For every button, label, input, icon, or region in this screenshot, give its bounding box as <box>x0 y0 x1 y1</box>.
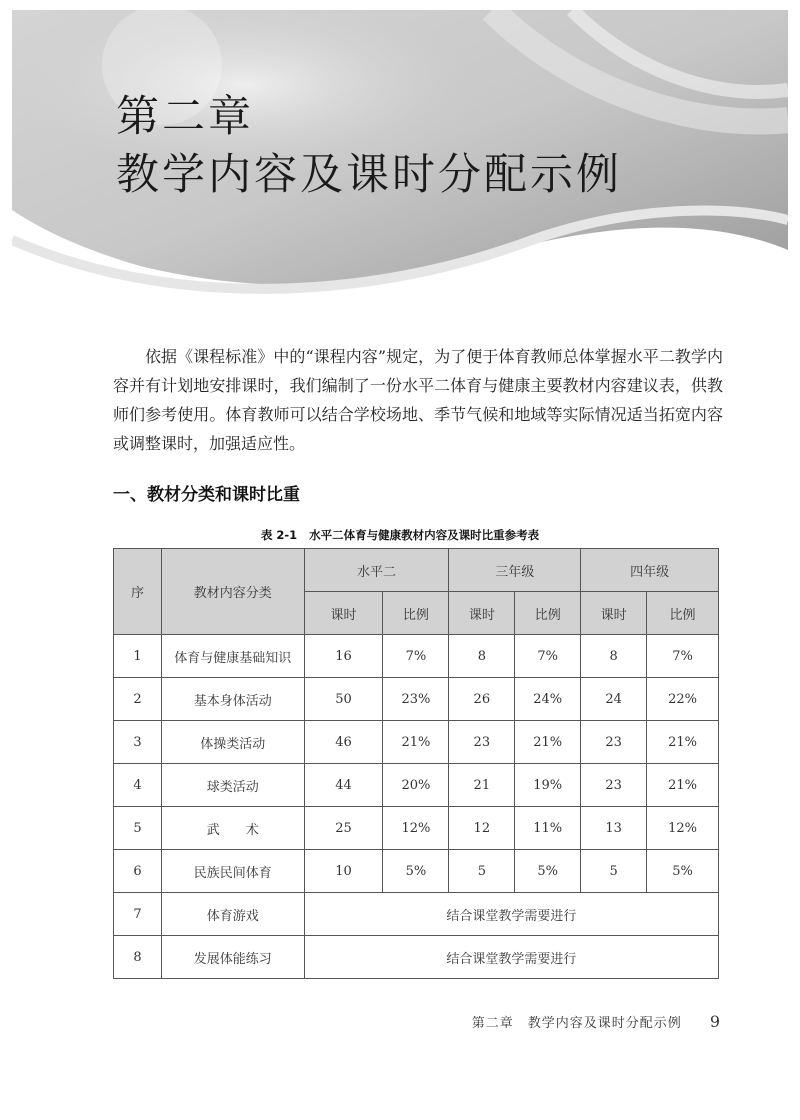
header-group: 四年级 <box>581 549 719 592</box>
cell-seq: 5 <box>114 807 162 850</box>
page-footer <box>472 1012 720 1031</box>
cell-category: 民族民间体育 <box>161 850 304 893</box>
section-heading: 一、教材分类和课时比重 <box>113 485 300 505</box>
cell-value: 5% <box>647 850 719 893</box>
table-row <box>114 807 719 850</box>
cell-value: 12% <box>647 807 719 850</box>
cell-value: 8 <box>581 635 647 678</box>
cell-category: 体育游戏 <box>161 893 304 936</box>
table-row <box>114 764 719 807</box>
cell-value: 23 <box>449 721 515 764</box>
cell-seq: 3 <box>114 721 162 764</box>
cell-value: 7% <box>383 635 449 678</box>
content-table <box>113 548 719 979</box>
subheader-ratio: 比例 <box>515 592 581 635</box>
cell-value: 23 <box>581 721 647 764</box>
cell-seq: 8 <box>114 936 162 979</box>
table-row <box>114 635 719 678</box>
header-seq: 序 <box>114 549 162 635</box>
cell-value: 21% <box>383 721 449 764</box>
cell-value: 7% <box>515 635 581 678</box>
cell-category: 发展体能练习 <box>161 936 304 979</box>
cell-seq: 1 <box>114 635 162 678</box>
chapter-number: 第二章 <box>116 92 254 142</box>
cell-value: 25 <box>304 807 383 850</box>
cell-category: 基本身体活动 <box>161 678 304 721</box>
footer-chapter-label: 第二章 教学内容及课时分配示例 <box>471 1016 682 1031</box>
cell-category: 武 术 <box>161 807 304 850</box>
cell-seq: 6 <box>114 850 162 893</box>
cell-value: 7% <box>647 635 719 678</box>
table-caption-number: 表 2-1 <box>260 528 298 542</box>
cell-merged-note: 结合课堂教学需要进行 <box>304 893 718 936</box>
cell-value: 19% <box>515 764 581 807</box>
cell-value: 5 <box>581 850 647 893</box>
cell-category: 体操类活动 <box>161 721 304 764</box>
table-header-row <box>114 549 719 592</box>
header-category: 教材内容分类 <box>161 549 304 635</box>
cell-value: 5% <box>515 850 581 893</box>
cell-value: 20% <box>383 764 449 807</box>
page-number: 9 <box>709 1012 720 1031</box>
table-row <box>114 936 719 979</box>
cell-value: 23% <box>383 678 449 721</box>
intro-section <box>113 342 723 458</box>
cell-value: 21% <box>515 721 581 764</box>
cell-seq: 4 <box>114 764 162 807</box>
subheader-hours: 课时 <box>581 592 647 635</box>
table-caption <box>0 527 800 543</box>
cell-value: 24% <box>515 678 581 721</box>
header-group: 三年级 <box>449 549 581 592</box>
cell-value: 21% <box>647 721 719 764</box>
cell-value: 16 <box>304 635 383 678</box>
cell-value: 5 <box>449 850 515 893</box>
cell-value: 21% <box>647 764 719 807</box>
header-group: 水平二 <box>304 549 449 592</box>
cell-value: 24 <box>581 678 647 721</box>
subheader-ratio: 比例 <box>383 592 449 635</box>
table-row <box>114 721 719 764</box>
table-row <box>114 850 719 893</box>
cell-value: 13 <box>581 807 647 850</box>
cell-merged-note: 结合课堂教学需要进行 <box>304 936 718 979</box>
cell-value: 5% <box>383 850 449 893</box>
cell-value: 44 <box>304 764 383 807</box>
intro-paragraph: 依据《课程标准》中的“课程内容”规定，为了便于体育教师总体掌握水平二教学内容并有计划地安排课时，我们编制了一份水平二体育与健康主要教材内容建议表，供教师们参考使用。体育教师可以结合学校场地、季节气候和地域等实际情况适当拓宽内容或调整课时，加强适应性。 <box>113 347 723 453</box>
cell-value: 26 <box>449 678 515 721</box>
chapter-title <box>116 88 622 204</box>
cell-value: 10 <box>304 850 383 893</box>
cell-value: 8 <box>449 635 515 678</box>
chapter-name: 教学内容及课时分配示例 <box>116 150 622 200</box>
subheader-ratio: 比例 <box>647 592 719 635</box>
cell-seq: 2 <box>114 678 162 721</box>
table-row <box>114 678 719 721</box>
cell-value: 22% <box>647 678 719 721</box>
cell-value: 12% <box>383 807 449 850</box>
cell-seq: 7 <box>114 893 162 936</box>
cell-value: 23 <box>581 764 647 807</box>
table-row <box>114 893 719 936</box>
cell-value: 11% <box>515 807 581 850</box>
subheader-hours: 课时 <box>304 592 383 635</box>
table-caption-title: 水平二体育与健康教材内容及课时比重参考表 <box>309 528 540 542</box>
cell-value: 12 <box>449 807 515 850</box>
cell-value: 50 <box>304 678 383 721</box>
cell-category: 球类活动 <box>161 764 304 807</box>
cell-value: 46 <box>304 721 383 764</box>
subheader-hours: 课时 <box>449 592 515 635</box>
cell-category: 体育与健康基础知识 <box>161 635 304 678</box>
cell-value: 21 <box>449 764 515 807</box>
